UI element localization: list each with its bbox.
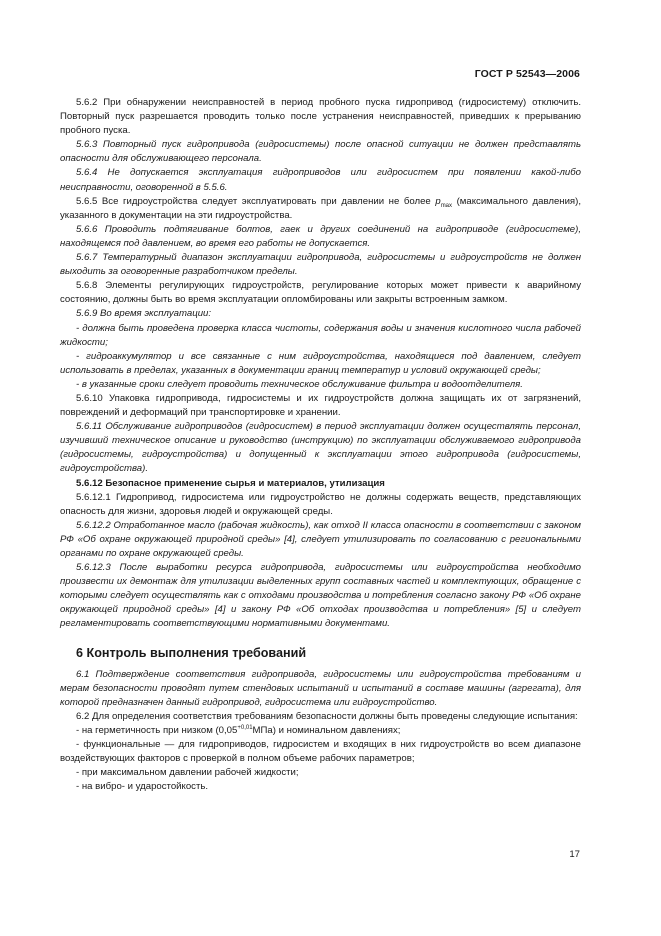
document-code-header: ГОСТ Р 52543—2006 xyxy=(474,68,580,80)
paragraph-5-6-4: 5.6.4 Не допускается эксплуатация гидроприводов или гидросистем при появлении какой-либо неисправности, оговоренной в 5.5.6. xyxy=(60,167,581,193)
page-number: 17 xyxy=(569,849,580,860)
list-item-6-2-2: - функциональные — для гидроприводов, гидросистем и входящих в них гидроустройств во всем диапазоне воздействующих факторов с проверкой в полном объеме рабочих параметров; xyxy=(60,739,581,765)
pressure-symbol: p xyxy=(435,195,441,207)
list-item-6-2-1 xyxy=(60,724,581,738)
list-item-5-6-9-1: - должна быть проведена проверка класса чистоты, содержания воды и значения кислотного числа рабочей жидкости; xyxy=(60,322,581,348)
paragraph-5-6-12-2: 5.6.12.2 Отработанное масло (рабочая жидкость), как отход II класса опасности в соответствии с законом РФ «Об охране окружающей природной среды» [4], следует утилизировать по согласованию с региональными органами по охране окружающей среды. xyxy=(60,519,581,559)
document-body xyxy=(60,96,581,794)
section-spacer xyxy=(60,632,581,644)
paragraph-5-6-12-3: 5.6.12.3 После выработки ресурса гидропривода, гидросистемы или гидроустройства необходимо произвести их демонтаж для утилизации выделенных групп составных частей и комплектующих, обращение с которыми следует осуществлять как с отходами производства и потребления согласно закону РФ «Об охране окружающей природной среды» [4] и закону РФ «Об отходах производства и потребления» [5] и следует регламентировать соответствующими нормативными документами. xyxy=(60,562,581,630)
list-item-6-2-4: - на вибро- и ударостойкость. xyxy=(76,781,209,793)
heading-5-6-12: 5.6.12 Безопасное применение сырья и материалов, утилизация xyxy=(76,477,385,489)
tolerance-superscript: +0,01 xyxy=(237,724,253,731)
list-item-6-2-1-part-b: МПа) и номинальном давлениях; xyxy=(252,724,401,736)
paragraph-5-6-6: 5.6.6 Проводить подтягивание болтов, гаек и других соединений на гидроприводе (гидросистеме), находящемся под давлением, во время его работы не допускается. xyxy=(60,223,581,249)
list-item-6-2-3: - при максимальном давлении рабочей жидкости; xyxy=(76,767,299,779)
paragraph-6-2: 6.2 Для определения соответствия требованиям безопасности должны быть проведены следующие испытания: xyxy=(76,710,578,722)
paragraph-6-1: 6.1 Подтверждение соответствия гидропривода, гидросистемы или гидроустройства требованиям и мерам безопасности проводят путем стендовых испытаний и испытаний в составе машины (агрегата), для которой предназначен данный гидропривод, гидросистема или гидроустройство. xyxy=(60,668,581,708)
paragraph-5-6-11: 5.6.11 Обслуживание гидроприводов (гидросистем) в период эксплуатации должен осуществлять персонал, изучивший техническое описание и руководство (инструкцию) по эксплуатации обслуживаемого гидропривода (гидросистемы, гидроустройства) и допущенный к эксплуатации этого гидропривода (гидросистемы, гидроустройства). xyxy=(60,421,581,475)
section-6-title: 6 Контроль выполнения требований xyxy=(76,645,307,660)
paragraph-5-6-10: 5.6.10 Упаковка гидропривода, гидросистемы и их гидроустройств должна защищать их от загрязнений, повреждений и деформаций при транспортировке и хранении. xyxy=(60,392,581,419)
paragraph-5-6-5-part-b: (максимального давления), указанного в документации на эти гидроустройства. xyxy=(60,195,581,221)
list-item-5-6-9-3: - в указанные сроки следует проводить техническое обслуживание фильтра и водоотделителя. xyxy=(76,378,523,390)
list-item-6-2-1-part-a: - на герметичность при низком (0,05 xyxy=(76,724,238,736)
paragraph-5-6-5 xyxy=(60,195,581,223)
paragraph-5-6-9: 5.6.9 Во время эксплуатации: xyxy=(76,308,212,320)
paragraph-5-6-3: 5.6.3 Повторный пуск гидропривода (гидросистемы) после опасной ситуации не должен представлять опасности для обслуживающего персонала. xyxy=(60,139,581,165)
paragraph-5-6-12-1: 5.6.12.1 Гидропривод, гидросистема или гидроустройство не должны содержать веществ, представляющих опасность для жизни, здоровья людей и окружающей среды. xyxy=(60,491,581,517)
paragraph-5-6-7: 5.6.7 Температурный диапазон эксплуатации гидропривода, гидросистемы и гидроустройств не должен выходить за оговоренные разработчиком пределы. xyxy=(60,252,581,278)
paragraph-5-6-2: 5.6.2 При обнаружении неисправностей в период пробного пуска гидропривод (гидросистему) отключить. Повторный пуск разрешается проводить только после устранения неисправностей, приведших к прерыванию пробного пуска. xyxy=(60,97,581,137)
list-item-5-6-9-2: - гидроаккумулятор и все связанные с ним гидроустройства, находящиеся под давлением, следует использовать в пределах, указанных в документации границ температур и условий окружающей среды; xyxy=(60,350,581,376)
pressure-subscript: max xyxy=(440,202,453,209)
paragraph-5-6-5-part-a: 5.6.5 Все гидроустройства следует эксплуатировать при давлении не более xyxy=(76,195,436,207)
paragraph-5-6-8: 5.6.8 Элементы регулирующих гидроустройств, регулирование которых может привести к аварийному состоянию, должны быть во время эксплуатации опломбированы или закрыты встроенным замком. xyxy=(60,280,581,306)
